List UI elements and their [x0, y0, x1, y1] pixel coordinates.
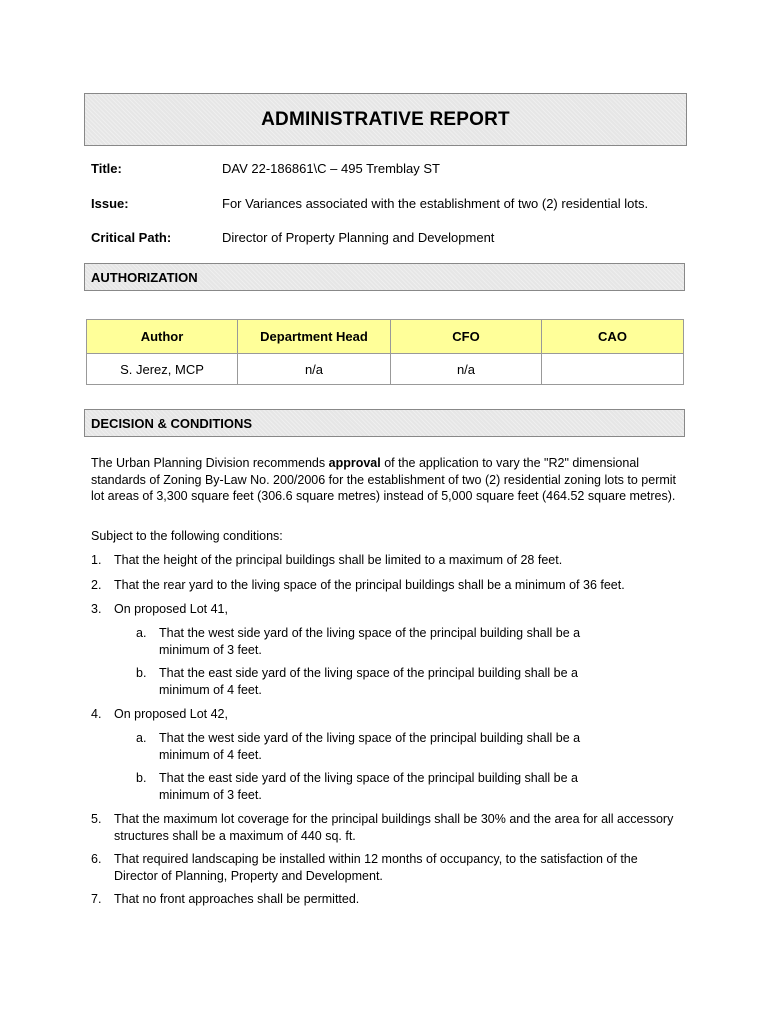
condition-number: 6. — [91, 852, 102, 866]
intro-text-end: of the application to vary the "R2" dimensional standards of Zoning By-Law No. 200/2006 for the establishment of two (2) residential zoning lots to permit lot areas of 3,300 square feet (306.6 square metres) instead of 5,000 square feet (464.52 square metres). — [91, 456, 677, 503]
condition-text: That the rear yard to the living space of the principal buildings shall be a minimum of 36 feet. — [114, 578, 625, 592]
intro-approval-text: approval — [328, 456, 381, 470]
meta-issue-label: Issue: — [91, 196, 129, 211]
condition-number: 5. — [91, 812, 102, 826]
decision-heading: DECISION & CONDITIONS — [84, 409, 685, 437]
condition-number: 4. — [91, 707, 102, 721]
authorization-value-row — [87, 354, 684, 385]
department-head-value: n/a — [238, 354, 391, 385]
condition-text: That required landscaping be installed within 12 months of occupancy, to the satisfaction of the Director of Planning, Property and Development. — [114, 852, 638, 883]
author-value: S. Jerez, MCP — [87, 354, 238, 385]
report-title: ADMINISTRATIVE REPORT — [261, 108, 510, 130]
authorization-table — [86, 319, 684, 385]
meta-title-label: Title: — [91, 161, 122, 176]
authorization-header-row — [87, 320, 684, 354]
sub-condition-text: That the east side yard of the living space of the principal building shall be a minimum of 4 feet. — [159, 666, 579, 697]
sub-condition-letter: a. — [136, 626, 147, 640]
meta-title-value: DAV 22-186861\C – 495 Tremblay ST — [222, 161, 440, 176]
cao-value — [542, 354, 684, 385]
sub-condition-letter: b. — [136, 771, 147, 785]
cao-column-header: CAO — [542, 320, 684, 354]
condition-number: 1. — [91, 553, 102, 567]
sub-condition-letter: b. — [136, 666, 147, 680]
condition-text: That the height of the principal buildings shall be limited to a maximum of 28 feet. — [114, 553, 563, 567]
cfo-column-header: CFO — [391, 320, 542, 354]
condition-text: That the maximum lot coverage for the principal buildings shall be 30% and the area for all accessory structures shall be a maximum of 440 sq. ft. — [114, 812, 674, 843]
sub-condition-text: That the west side yard of the living space of the principal building shall be a minimum of 3 feet. — [159, 626, 581, 657]
intro-text-start: The Urban Planning Division recommends — [91, 456, 329, 470]
subject-line: Subject to the following conditions: — [91, 529, 283, 543]
meta-path-value: Director of Property Planning and Development — [222, 230, 495, 245]
condition-text: On proposed Lot 41, — [114, 602, 228, 616]
sub-condition-letter: a. — [136, 731, 147, 745]
condition-text: That no front approaches shall be permitted. — [114, 892, 360, 906]
sub-condition-text: That the east side yard of the living space of the principal building shall be a minimum of 3 feet. — [159, 771, 579, 802]
condition-number: 7. — [91, 892, 102, 906]
condition-number: 3. — [91, 602, 102, 616]
sub-condition-text: That the west side yard of the living space of the principal building shall be a minimum of 4 feet. — [159, 731, 581, 762]
condition-text: On proposed Lot 42, — [114, 707, 228, 721]
meta-issue-value: For Variances associated with the establishment of two (2) residential lots. — [222, 196, 649, 211]
condition-number: 2. — [91, 578, 102, 592]
report-title-box — [84, 93, 687, 146]
cfo-value: n/a — [391, 354, 542, 385]
author-column-header: Author — [87, 320, 238, 354]
department-head-column-header: Department Head — [238, 320, 391, 354]
authorization-heading: AUTHORIZATION — [84, 263, 685, 291]
decision-intro — [91, 455, 681, 505]
meta-path-label: Critical Path: — [91, 230, 172, 245]
